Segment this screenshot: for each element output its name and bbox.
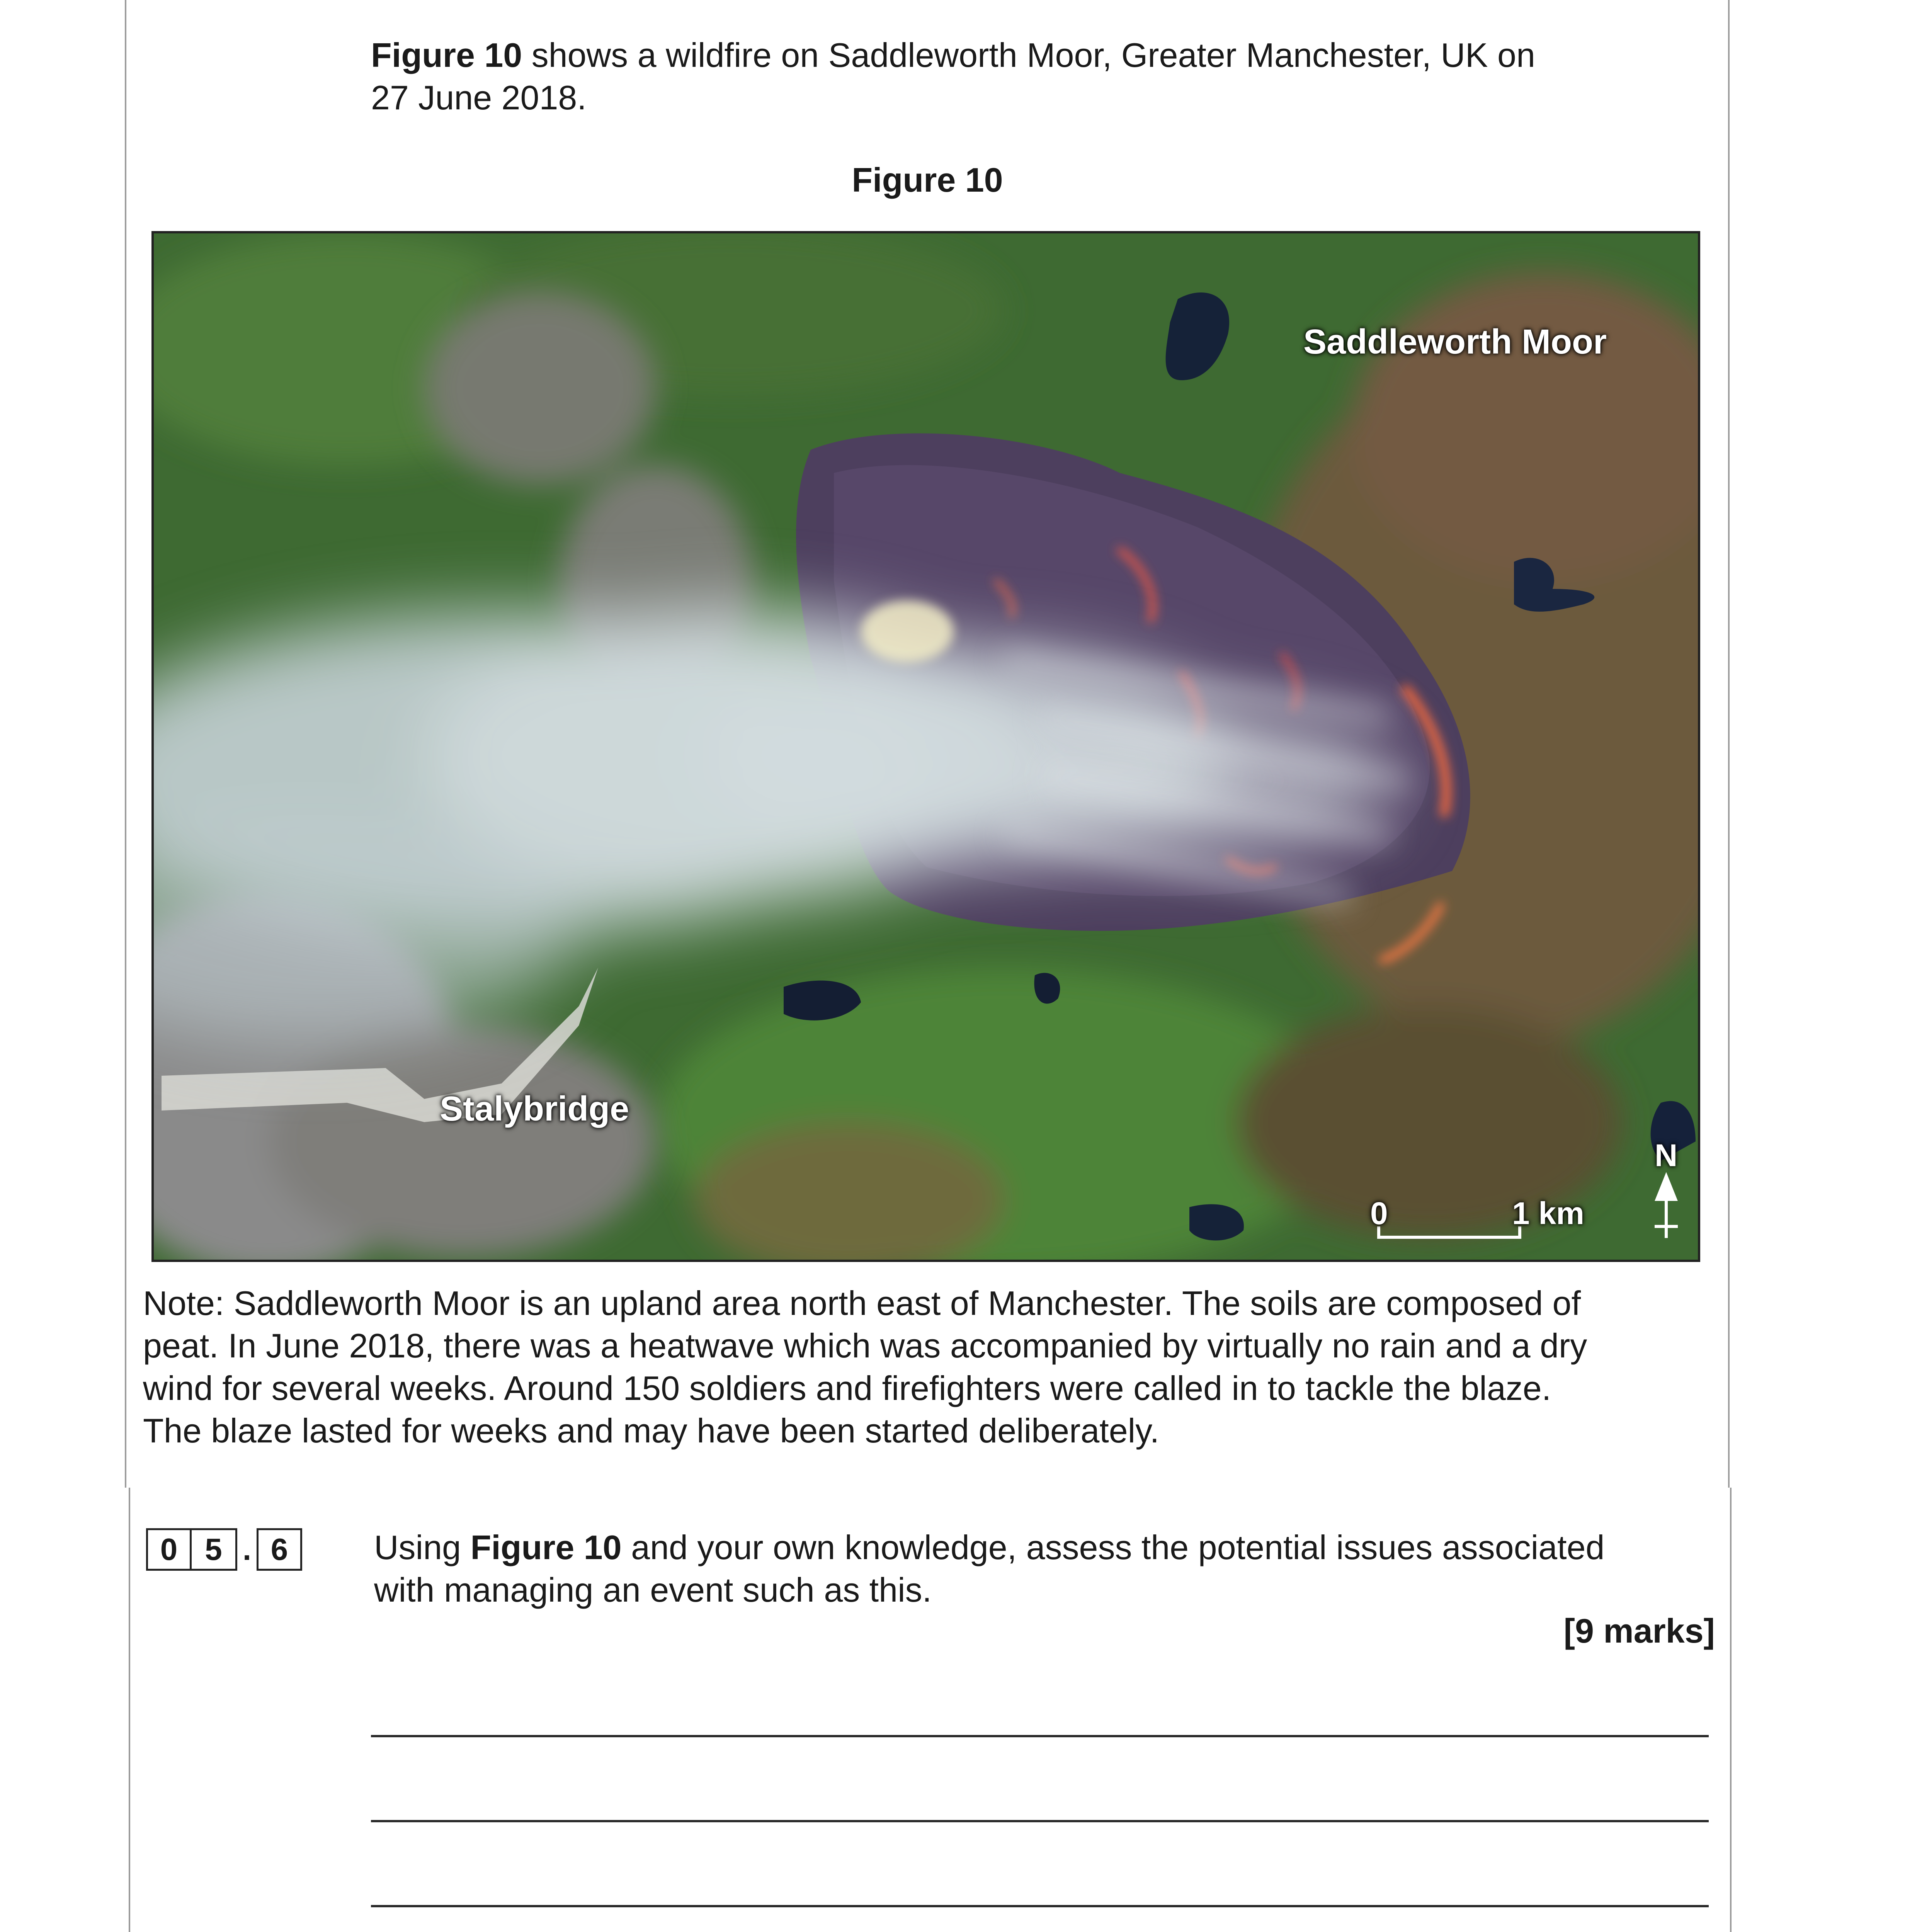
label-saddleworth-moor: Saddleworth Moor: [1303, 323, 1607, 361]
left-border-top: [125, 0, 126, 1488]
marks-label: [9 marks]: [1563, 1612, 1715, 1650]
intro-line-1: shows a wildfire on Saddleworth Moor, Greater Manchester, UK on: [522, 36, 1535, 74]
intro-line-2: 27 June 2018.: [371, 78, 587, 117]
question-prefix: Using: [374, 1528, 471, 1566]
intro-text: [371, 34, 1646, 119]
question-number: [146, 1527, 302, 1572]
question-line-1: and your own knowledge, assess the potential issues associated: [621, 1528, 1605, 1566]
satellite-image: [151, 231, 1700, 1262]
figure-note: [143, 1282, 1704, 1452]
label-stalybridge: Stalybridge: [440, 1090, 629, 1128]
note-line-2: peat. In June 2018, there was a heatwave which was accompanied by virtually no rain and a dry: [143, 1327, 1587, 1365]
left-border-bottom: [129, 1488, 130, 1932]
right-border-bottom: [1730, 1488, 1732, 1932]
question-figure-ref: Figure 10: [470, 1528, 622, 1566]
note-line-3: wind for several weeks. Around 150 soldiers and firefighters were called in to tackle the blaze.: [143, 1369, 1551, 1407]
figure-title: Figure 10: [852, 161, 1003, 199]
note-line-1: Note: Saddleworth Moor is an upland area north east of Manchester. The soils are composed of: [143, 1284, 1581, 1322]
question-number-digit-1: 0: [146, 1528, 192, 1571]
answer-line[interactable]: [371, 1735, 1709, 1737]
scale-label-1km: 1 km: [1512, 1196, 1584, 1231]
right-border-top: [1728, 0, 1730, 1488]
intro-figure-ref: Figure 10: [371, 36, 522, 74]
question-number-digit-3: 6: [257, 1528, 302, 1571]
question-number-dot: .: [242, 1532, 252, 1566]
question-number-digit-2: 5: [192, 1528, 237, 1571]
scale-label-zero: 0: [1370, 1196, 1388, 1231]
question-line-2: with managing an event such as this.: [374, 1571, 932, 1609]
answer-line[interactable]: [371, 1820, 1709, 1822]
satellite-image-drawing: [154, 233, 1698, 1260]
question-text: [374, 1526, 1707, 1611]
answer-line[interactable]: [371, 1905, 1709, 1907]
note-line-4: The blaze lasted for weeks and may have been started deliberately.: [143, 1412, 1160, 1450]
north-label: N: [1655, 1138, 1678, 1173]
